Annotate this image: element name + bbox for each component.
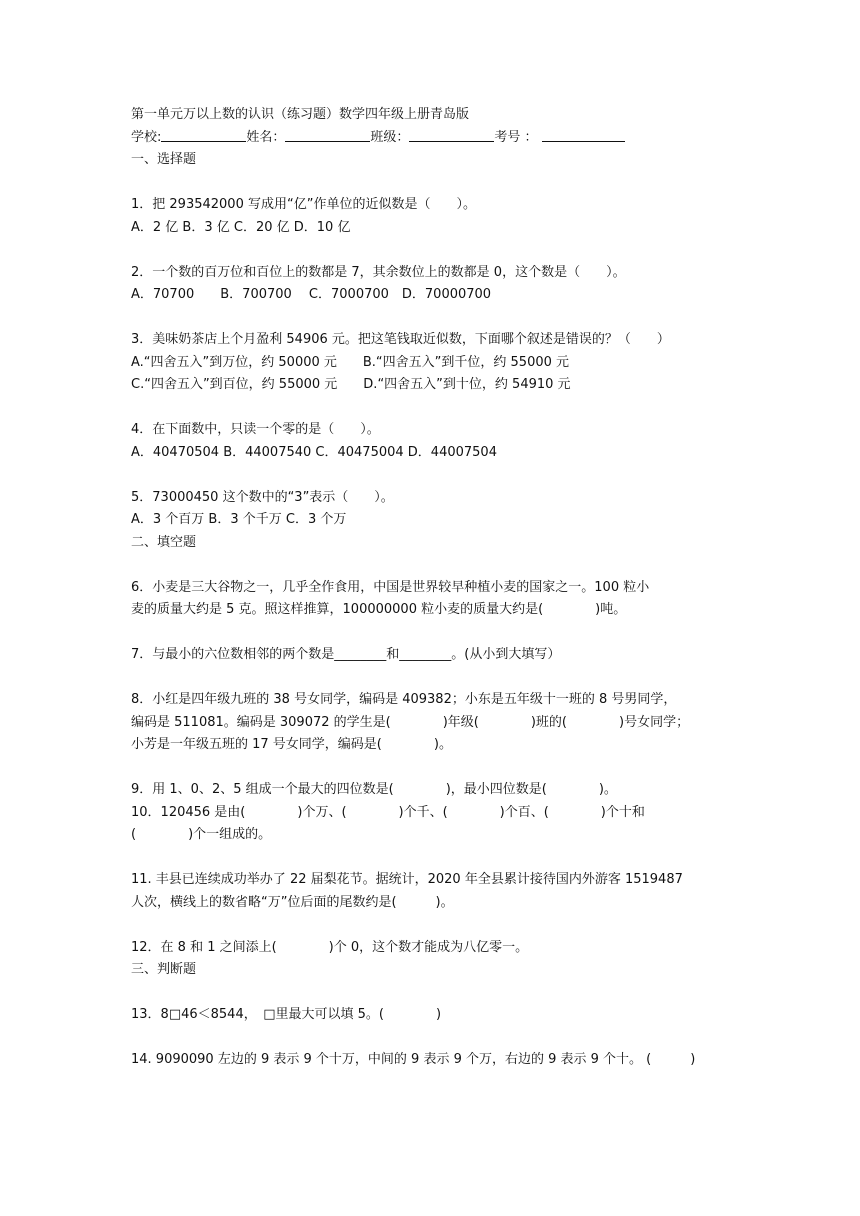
exam-number-label: 考号 ： [494, 129, 538, 145]
name-blank [285, 127, 370, 142]
question-5-stem: 5．73000450 这个数中的“3”表示（ ）。 [131, 489, 394, 505]
spacer [131, 172, 731, 195]
question-13: 13．8□46＜8544， □里最大可以填 5。( ) [131, 1007, 442, 1022]
spacer [131, 307, 731, 330]
spacer [131, 239, 731, 262]
student-info-row [131, 127, 731, 150]
spacer [131, 914, 731, 937]
question-4-options: A．40470504 B．44007540 C．40475004 D．44007504 [131, 444, 497, 460]
question-10-line-1: 10．120456 是由( )个万、( )个千、( )个百、( )个十和 [131, 804, 645, 820]
spacer [131, 397, 731, 420]
question-1-stem: 1．把 293542000 写成用“亿”作单位的近似数是（ ）。 [131, 197, 476, 212]
spacer [131, 982, 731, 1005]
question-2-stem: 2．一个数的百万位和百位上的数都是 7，其余数位上的数都是 0，这个数是（ ）。 [131, 264, 626, 280]
spacer [131, 1027, 731, 1050]
question-3-options-ab: A.“四舍五入”到万位，约 50000 元 B.“四舍五入”到千位，约 55000 元 [131, 354, 570, 370]
question-11-line-1: 11. 丰县已连续成功举办了 22 届梨花节。据统计，2020 年全县累计接待国内外游客 1519487 [131, 872, 683, 887]
school-label: 学校: [131, 129, 162, 145]
exam-number-blank [542, 127, 625, 142]
question-6-line-2: 麦的质量大约是 5 克。照这样推算，100000000 粒小麦的质量大约是( )吨。 [131, 602, 627, 617]
worksheet-page [131, 104, 731, 1072]
spacer [131, 622, 731, 645]
question-12: 12．在 8 和 1 之间添上( )个 0，这个数才能成为八亿零一。 [131, 939, 529, 955]
question-8-line-2: 编码是 511081。编码是 309072 的学生是( )年级( )班的( )号女同学； [131, 714, 690, 730]
spacer [131, 464, 731, 487]
class-label: 班级： [370, 129, 410, 145]
section-heading-fill: 二、填空题 [131, 534, 197, 550]
spacer [131, 847, 731, 870]
question-7: 7．与最小的六位数相邻的两个数是________和________。(从小到大填写） [131, 647, 561, 662]
question-2-options: A．70700 B．700700 C．7000700 D．70000700 [131, 287, 492, 302]
spacer [131, 554, 731, 577]
question-5-options: A．3 个百万 B．3 个千万 C．3 个万 [131, 512, 347, 527]
question-3-options-cd: C.“四舍五入”到百位，约 55000 元 D.“四舍五入”到十位，约 54910 元 [131, 377, 571, 392]
section-heading-judge: 三、判断题 [131, 962, 197, 977]
question-1-options: A．2 亿 B．3 亿 C．20 亿 D．10 亿 [131, 219, 351, 235]
question-14: 14. 9090090 左边的 9 表示 9 个十万，中间的 9 表示 9 个万，右边的 9 表示 9 个十。 ( ) [131, 1052, 696, 1067]
question-10-line-2: ( )个一组成的。 [131, 827, 272, 842]
spacer [131, 757, 731, 780]
spacer [131, 667, 731, 690]
school-blank [161, 127, 246, 142]
question-3-stem: 3．美味奶茶店上个月盈利 54906 元。把这笔钱取近似数，下面哪个叙述是错误的？（ ） [131, 332, 670, 347]
name-label: 姓名： [246, 129, 286, 145]
question-4-stem: 4．在下面数中，只读一个零的是（ ）。 [131, 422, 380, 437]
class-blank [409, 127, 494, 142]
question-9: 9．用 1、0、2、5 组成一个最大的四位数是( )，最小四位数是( )。 [131, 782, 617, 797]
question-11-line-2: 人次，横线上的数省略“万”位后面的尾数约是( )。 [131, 894, 454, 910]
question-8-line-1: 8．小红是四年级九班的 38 号女同学，编码是 409382；小东是五年级十一班的 8 号男同学， [131, 692, 677, 707]
question-6-line-1: 6．小麦是三大谷物之一，几乎全作食用，中国是世界较早种植小麦的国家之一。100 粒小 [131, 579, 650, 595]
worksheet-title: 第一单元万以上数的认识（练习题）数学四年级上册青岛版 [131, 107, 470, 122]
question-8-line-3: 小芳是一年级五班的 17 号女同学，编码是( )。 [131, 737, 452, 752]
section-heading-choice: 一、选择题 [131, 152, 197, 167]
